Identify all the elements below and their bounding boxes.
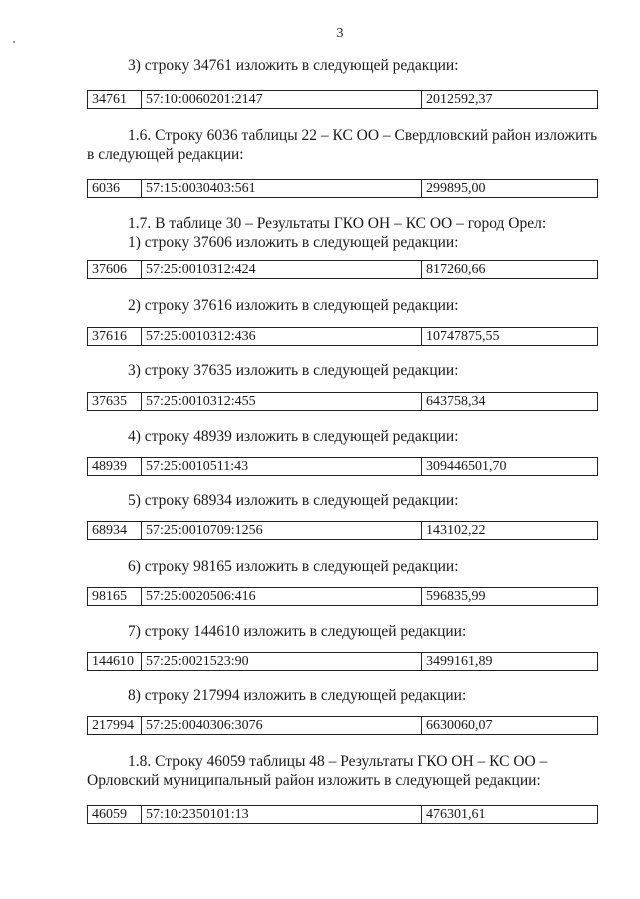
cadastral-number-cell: 57:25:0010511:43 <box>142 458 422 475</box>
cadastral-number-cell: 57:25:0021523:90 <box>142 653 422 670</box>
row-number-cell: 37606 <box>88 261 142 278</box>
cadastral-value-cell: 3499161,89 <box>426 654 493 669</box>
cadastral-number-cell: 57:25:0010312:424 <box>142 261 422 278</box>
cadastral-value-cell: 596835,99 <box>426 589 486 604</box>
cadastral-value-cell: 299895,00 <box>426 181 486 196</box>
paragraph-item-8-217994: 8) строку 217994 изложить в следующей редакции: <box>128 687 467 704</box>
cadastral-value-cell: 10747875,55 <box>426 329 500 344</box>
table-row <box>87 392 598 411</box>
paragraph-1-8-line-2: Орловский муниципальный район изложить в следующей редакции: <box>87 772 541 789</box>
row-number-cell: 48939 <box>88 458 142 475</box>
paragraph-item-7-144610: 7) строку 144610 изложить в следующей редакции: <box>128 623 467 640</box>
row-number-cell: 6036 <box>88 180 142 197</box>
table-row <box>87 716 598 735</box>
cadastral-value-cell: 817260,66 <box>426 262 486 277</box>
cadastral-number-cell: 57:25:0020506:416 <box>142 588 422 605</box>
cadastral-number-cell: 57:10:0060201:2147 <box>142 91 422 108</box>
row-number-cell: 217994 <box>88 717 142 734</box>
paragraph-1-8-line-1: 1.8. Строку 46059 таблицы 48 – Результаты ГКО ОН – КС ОО – <box>128 753 548 770</box>
paragraph-item-6-98165: 6) строку 98165 изложить в следующей редакции: <box>128 558 459 575</box>
table-row <box>87 587 598 606</box>
cadastral-value-cell: 476301,61 <box>426 807 486 822</box>
paragraph-item-3-37635: 3) строку 37635 изложить в следующей редакции: <box>128 362 459 379</box>
scan-speck <box>13 41 15 43</box>
cadastral-value-cell: 643758,34 <box>426 394 486 409</box>
row-number-cell: 37616 <box>88 328 142 345</box>
cadastral-number-cell: 57:25:0010312:455 <box>142 393 422 410</box>
table-row <box>87 90 598 109</box>
table-row <box>87 260 598 279</box>
cadastral-number-cell: 57:10:2350101:13 <box>142 806 422 823</box>
paragraph-1-6-line-2: в следующей редакции: <box>87 146 244 163</box>
row-number-cell: 68934 <box>88 522 142 539</box>
cadastral-number-cell: 57:25:0040306:3076 <box>142 717 422 734</box>
paragraph-1-7-line-1: 1.7. В таблице 30 – Результаты ГКО ОН – КС ОО – город Орел: <box>128 215 547 232</box>
cadastral-number-cell: 57:15:0030403:561 <box>142 180 422 197</box>
table-row <box>87 805 598 824</box>
table-row <box>87 521 598 540</box>
paragraph-item-1-37606: 1) строку 37606 изложить в следующей редакции: <box>128 234 459 251</box>
page-number: 3 <box>336 26 344 41</box>
cadastral-number-cell: 57:25:0010709:1256 <box>142 522 422 539</box>
table-row <box>87 327 598 346</box>
cadastral-value-cell: 143102,22 <box>426 523 486 538</box>
paragraph-item-3-34761: 3) строку 34761 изложить в следующей редакции: <box>128 57 459 74</box>
row-number-cell: 144610 <box>88 653 142 670</box>
row-number-cell: 46059 <box>88 806 142 823</box>
row-number-cell: 34761 <box>88 91 142 108</box>
cadastral-value-cell: 309446501,70 <box>426 459 507 474</box>
paragraph-item-2-37616: 2) строку 37616 изложить в следующей редакции: <box>128 297 459 314</box>
paragraph-item-4-48939: 4) строку 48939 изложить в следующей редакции: <box>128 428 459 445</box>
cadastral-number-cell: 57:25:0010312:436 <box>142 328 422 345</box>
row-number-cell: 37635 <box>88 393 142 410</box>
cadastral-value-cell: 6630060,07 <box>426 718 493 733</box>
table-row <box>87 179 598 198</box>
paragraph-1-6-line-1: 1.6. Строку 6036 таблицы 22 – КС ОО – Свердловский район изложить <box>128 127 598 144</box>
table-row <box>87 457 598 476</box>
cadastral-value-cell: 2012592,37 <box>426 92 493 107</box>
paragraph-item-5-68934: 5) строку 68934 изложить в следующей редакции: <box>128 492 459 509</box>
table-row <box>87 652 598 671</box>
row-number-cell: 98165 <box>88 588 142 605</box>
